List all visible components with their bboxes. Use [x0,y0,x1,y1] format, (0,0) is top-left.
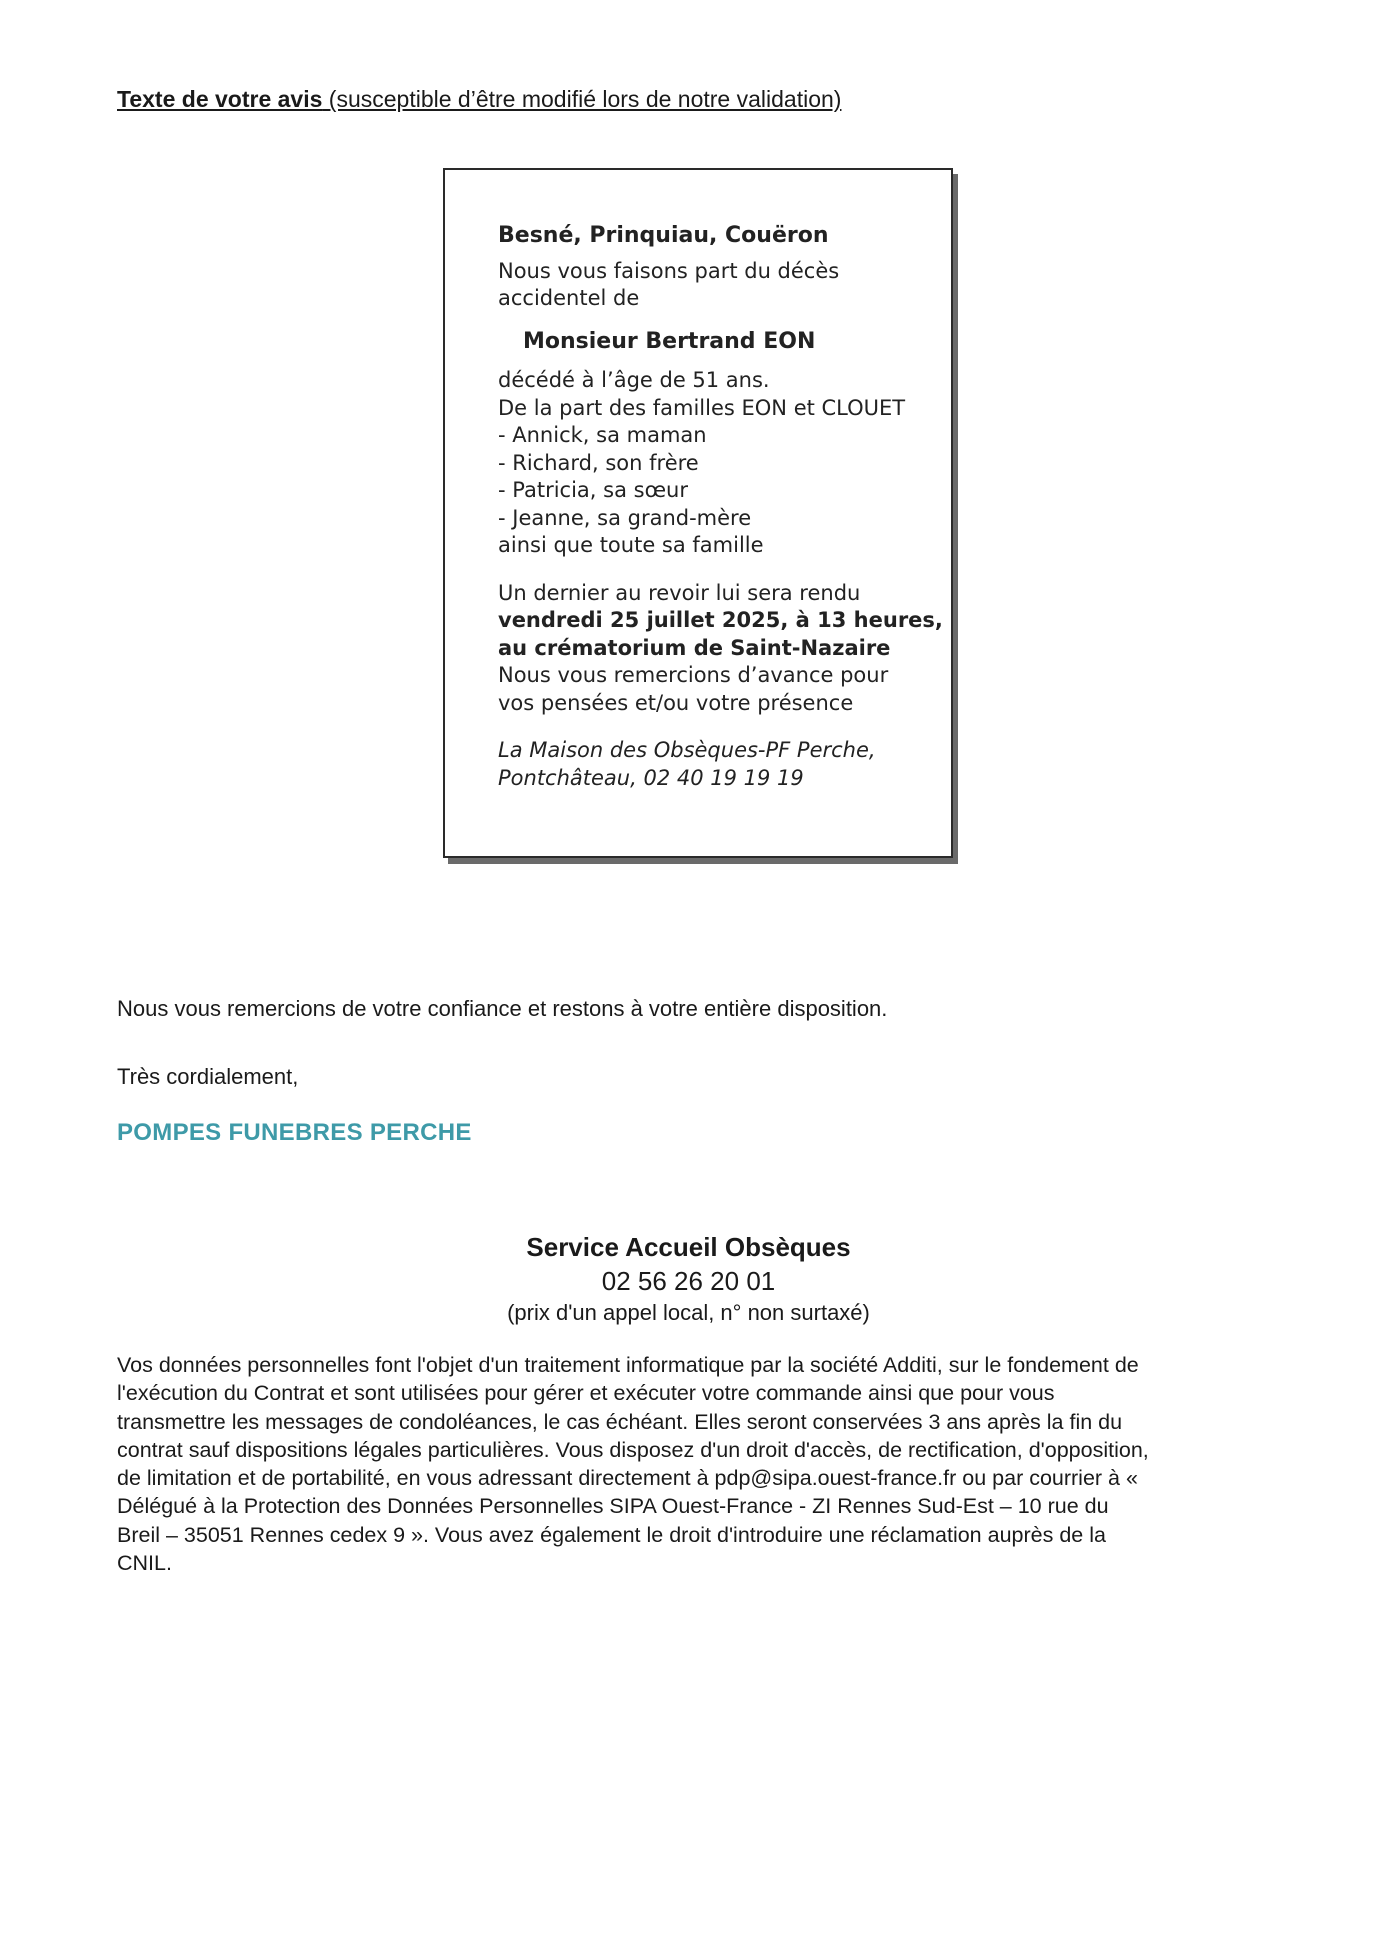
notice-heading-note: (susceptible d’être modifié lors de notre validation) [322,86,842,112]
ceremony-place: au crématorium de Saint-Nazaire [498,635,891,660]
notice-family-line: - Patricia, sa sœur [498,478,688,502]
notice-family-line: De la part des familles EON et CLOUET [498,395,906,420]
notice-family-line: - Richard, son frère [498,450,699,475]
obituary-notice-box [443,168,953,858]
privacy-line: contrat sauf dispositions légales particulières. Vous disposez d'un droit d'accès, de rectification, d'opposition, [117,1437,1149,1462]
service-title: Service Accueil Obsèques [526,1232,851,1262]
notice-intro-line: Nous vous faisons part du décès [498,258,840,283]
privacy-line: transmettre les messages de condoléances, le cas échéant. Elles seront conservées 3 ans après la fin du [117,1409,1123,1434]
notice-spacer [498,717,948,737]
notice-heading [117,86,841,113]
privacy-line: Délégué à la Protection des Données Personnelles SIPA Ouest-France - ZI Rennes Sud-Est – 10 rue du [117,1494,1109,1519]
notice-heading-bold: Texte de votre avis [117,86,323,112]
privacy-line: de limitation et de portabilité, en vous adressant directement à pdp@sipa.ouest-france.fr ou par courrier à « [117,1466,1138,1491]
notice-spacer [498,560,948,580]
deceased-name: Monsieur Bertrand EON [523,328,816,354]
ceremony-intro: Un dernier au revoir lui sera rendu [498,580,861,605]
company-name: POMPES FUNEBRES PERCHE [117,1119,472,1146]
privacy-line: Vos données personnelles font l'objet d'un traitement informatique par la société Additi, sur le fondement de [117,1353,1139,1377]
funeral-home-line: La Maison des Obsèques-PF Perche, [498,738,876,762]
obituary-notice-content [498,222,948,792]
notice-family-line: - Annick, sa maman [498,423,707,447]
closing-regards: Très cordialement, [117,1064,299,1089]
notice-family-line: ainsi que toute sa famille [498,533,764,557]
notice-intro-line: accidentel de [498,286,640,310]
ceremony-date: vendredi 25 juillet 2025, à 13 heures, [498,608,943,632]
notice-towns: Besné, Prinquiau, Couëron [498,223,829,248]
service-note: (prix d'un appel local, n° non surtaxé) [507,1300,870,1325]
notice-thanks-line: Nous vous remercions d’avance pour [498,663,889,687]
privacy-line: l'exécution du Contrat et sont utilisées pour gérer et exécuter votre commande ainsi que pour vous [117,1381,1055,1406]
funeral-home-line: Pontchâteau, 02 40 19 19 19 [498,765,804,790]
privacy-line: Breil – 35051 Rennes cedex 9 ». Vous avez également le droit d'introduire une réclamation auprès de la [117,1522,1106,1547]
notice-family-line: décédé à l’âge de 51 ans. [498,368,770,392]
closing-thanks: Nous vous remercions de votre confiance et restons à votre entière disposition. [117,996,888,1021]
privacy-notice [117,1351,1277,1577]
privacy-line: CNIL. [117,1551,172,1576]
notice-thanks-line: vos pensées et/ou votre présence [498,690,854,715]
service-phone: 02 56 26 20 01 [601,1266,776,1296]
notice-family-line: - Jeanne, sa grand-mère [498,505,752,530]
